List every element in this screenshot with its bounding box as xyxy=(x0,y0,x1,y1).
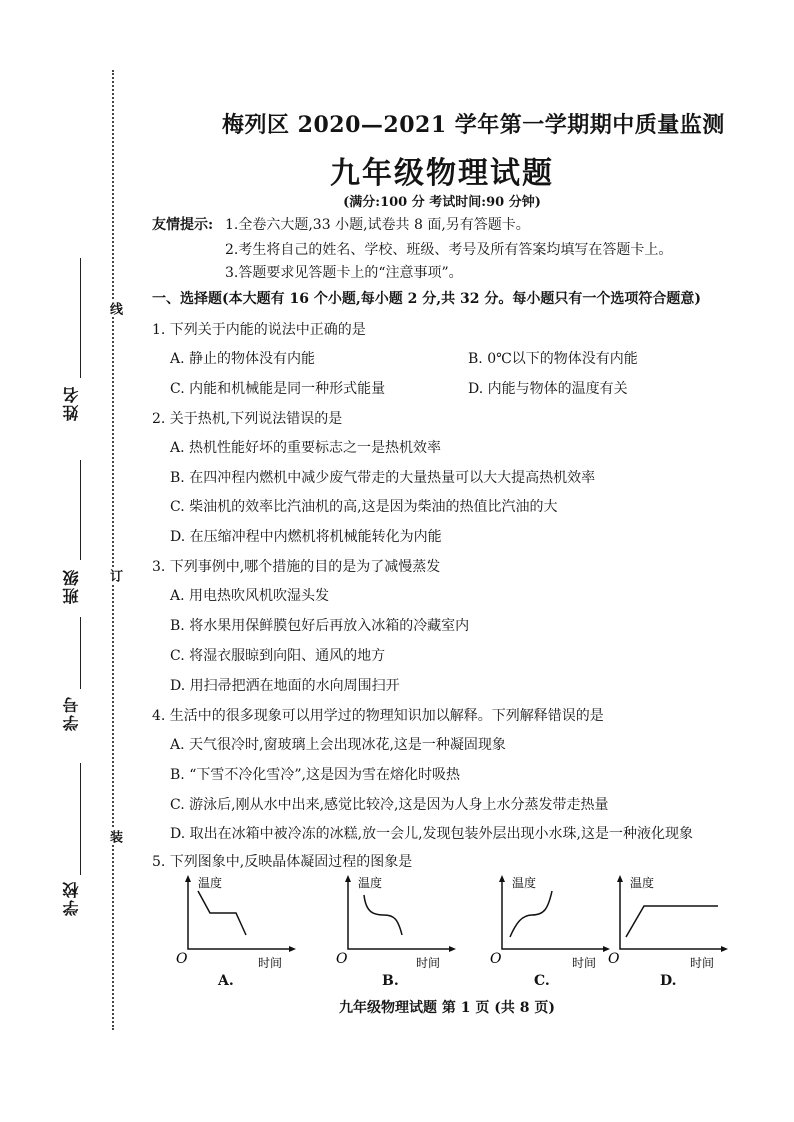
graph-c-label: C. xyxy=(534,973,550,989)
graph-d-label: D. xyxy=(660,973,677,989)
graph-y-label: 温度 xyxy=(630,876,655,890)
question-stem: 4. 生活中的很多现象可以用学过的物理知识加以解释。下列解释错误的是 xyxy=(152,708,604,724)
exam-meta: (满分:100 分 考试时间:90 分钟) xyxy=(343,195,541,210)
option: C. 柴油机的效率比汽油机的高,这是因为柴油的热值比汽油的大 xyxy=(170,499,558,515)
school-field[interactable] xyxy=(80,763,81,875)
option: D. 用扫帚把洒在地面的水向周围扫开 xyxy=(170,678,400,694)
subject-title: 九年级物理试题 xyxy=(330,156,554,191)
number-field[interactable] xyxy=(80,617,81,689)
question-stem: 2. 关于热机,下列说法错误的是 xyxy=(152,411,343,427)
class-label: 班级 xyxy=(62,568,81,604)
option: B. 在四冲程内燃机中减少废气带走的大量热量可以大大提高热机效率 xyxy=(170,470,596,486)
option: A. 用电热吹风机吹湿头发 xyxy=(170,588,330,604)
graph-c-curve xyxy=(510,891,552,937)
option: A. 静止的物体没有内能 xyxy=(170,351,316,367)
binding-dotted-line xyxy=(112,70,114,1030)
graph-y-label: 温度 xyxy=(198,876,223,890)
graph-x-label: 时间 xyxy=(690,956,715,970)
graph-d-curve xyxy=(626,906,718,937)
page-footer: 九年级物理试题 第 1 页 (共 8 页) xyxy=(339,1000,555,1016)
option: D. 取出在冰箱中被冷冻的冰糕,放一会儿,发现包装外层出现小水珠,这是一种液化现象 xyxy=(170,826,693,842)
graph-origin: O xyxy=(176,951,188,967)
graph-x-label: 时间 xyxy=(416,956,441,970)
class-field[interactable] xyxy=(80,460,81,560)
option: B. 0℃以下的物体没有内能 xyxy=(468,351,638,367)
option: D. 内能与物体的温度有关 xyxy=(468,381,628,397)
option: C. 游泳后,刚从水中出来,感觉比较冷,这是因为人身上水分蒸发带走热量 xyxy=(170,797,609,813)
graph-y-label: 温度 xyxy=(512,876,537,890)
option: B. 将水果用保鲜膜包好后再放入冰箱的冷藏室内 xyxy=(170,618,470,634)
graph-b-label: B. xyxy=(382,973,399,989)
option: B. “下雪不冷化雪冷”,这是因为雪在熔化时吸热 xyxy=(170,767,460,783)
exam-title: 梅列区 2020—2021 学年第一学期期中质量监测 xyxy=(222,112,725,138)
section-heading: 一、选择题(本大题有 16 个小题,每小题 2 分,共 32 分。每小题只有一个选项符合题意) xyxy=(152,291,701,307)
graph-x-label: 时间 xyxy=(258,956,283,970)
graph-origin: O xyxy=(336,951,348,967)
school-label: 学校 xyxy=(62,880,81,916)
question-stem: 3. 下列事例中,哪个措施的目的是为了减慢蒸发 xyxy=(152,559,441,575)
tip-item: 3.答题要求见答题卡上的“注意事项”。 xyxy=(225,265,463,281)
graph-a xyxy=(172,873,312,973)
tip-item: 2.考生将自己的姓名、学校、班级、考号及所有答案均填写在答题卡上。 xyxy=(225,242,673,258)
graph-d xyxy=(604,873,744,973)
binding-mark-zhuang: 装 xyxy=(107,830,122,843)
graph-x-label: 时间 xyxy=(572,956,597,970)
graph-a-label: A. xyxy=(218,973,234,989)
name-label: 姓名 xyxy=(62,385,81,421)
option: C. 将湿衣服晾到向阳、通风的地方 xyxy=(170,648,386,664)
graph-origin: O xyxy=(608,951,620,967)
tip-item: 1.全卷六大题,33 小题,试卷共 8 面,另有答题卡。 xyxy=(225,217,530,233)
graph-b xyxy=(332,873,472,973)
number-label: 学号 xyxy=(62,695,81,731)
name-field[interactable] xyxy=(80,258,81,378)
binding-mark-ding: 订 xyxy=(107,569,122,582)
option: A. 热机性能好坏的重要标志之一是热机效率 xyxy=(170,440,442,456)
option: A. 天气很冷时,窗玻璃上会出现冰花,这是一种凝固现象 xyxy=(170,737,506,753)
option: D. 在压缩冲程中内燃机将机械能转化为内能 xyxy=(170,529,442,545)
binding-mark-line: 线 xyxy=(107,302,122,315)
graph-origin: O xyxy=(490,951,502,967)
graph-a-curve xyxy=(198,891,246,935)
graph-b-curve xyxy=(364,895,402,935)
question-stem: 5. 下列图象中,反映晶体凝固过程的图象是 xyxy=(152,854,413,870)
tips-label: 友情提示: xyxy=(152,217,214,233)
question-stem: 1. 下列关于内能的说法中正确的是 xyxy=(152,322,366,338)
graph-y-label: 温度 xyxy=(358,876,383,890)
option: C. 内能和机械能是同一种形式能量 xyxy=(170,381,386,397)
